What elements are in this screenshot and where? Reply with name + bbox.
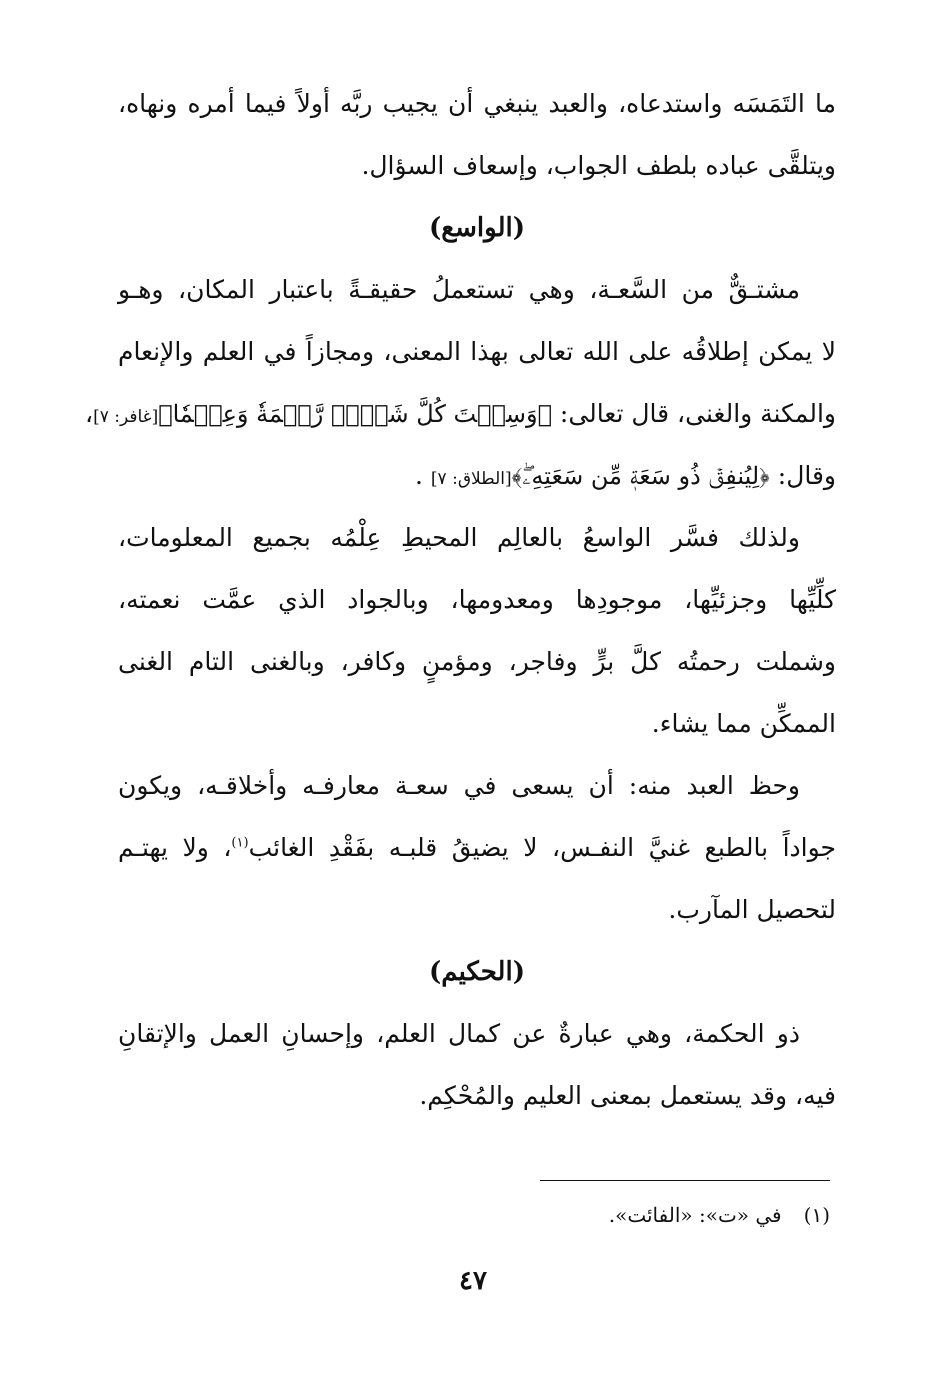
line-text: والمكنة والغنى، قال تعالى: — [559, 399, 836, 428]
quran-reference: [الطلاق: ٧] — [430, 469, 512, 489]
line-text: ، ولا يهتـم — [118, 833, 232, 862]
body-line: لا يمكن إطلاقُه على الله تعالى بهذا المعنى، ومجازاً في العلم والإنعام — [118, 337, 836, 366]
line-text: جواداً بالطبع غنيَّ النفـس، لا يضيقُ قلبـه بفَقْدِ الغائب — [248, 833, 836, 862]
body-line: ذو الحكمة، وهي عبارةٌ عن كمال العلم، وإحسانِ العمل والإتقانِ — [118, 1019, 800, 1048]
body-line: ويتلقَّى عباده بلطف الجواب، وإسعاف السؤال. — [361, 151, 836, 180]
body-line: ولذلك فسَّر الواسعُ بالعالِم المحيطِ عِلْمُه بجميع المعلومات، — [118, 523, 800, 552]
quran-close-bracket: ﴾ — [158, 400, 173, 428]
footnote-reference-mark[interactable]: (١) — [231, 835, 249, 851]
section-heading-hakim: (الحكيم) — [428, 957, 526, 987]
body-line: فيه، وقد يستعمل بمعنى العليم والمُحْكِم. — [419, 1081, 836, 1110]
body-line: كلِّيِّها وجزئيِّها، موجودِها ومعدومها، وبالجواد الذي عمَّت نعمته، — [118, 585, 836, 614]
line-punctuation: ، — [85, 399, 94, 428]
footnote-text: في «ت»: «الفائت». — [608, 1203, 782, 1227]
body-line-with-footnote-mark — [118, 832, 836, 864]
quran-open-bracket: ﴿ — [759, 462, 770, 490]
body-line-with-quran-quote — [118, 460, 836, 492]
body-line: مشتـقٌّ من السَّعـة، وهي تستعملُ حقيقـةً باعتبار المكان، وهـو — [118, 275, 800, 304]
page-number: ٤٧ — [459, 1266, 487, 1296]
body-line: وشملت رحمتُه كلَّ برٍّ وفاجر، ومؤمنٍ وكافر، وبالغنى التام الغنى — [118, 647, 836, 676]
body-line: الممكِّن مما يشاء. — [651, 709, 836, 738]
footnote-number: (١) — [803, 1203, 830, 1227]
quran-quote: وَسِعۡتَ كُلَّ شَيۡءٖ رَّحۡمَةٗ وَعِلۡمٗا — [172, 400, 538, 428]
quran-quote: لِيُنفِقۡ ذُو سَعَةٖ مِّن سَعَتِهِۦۖ — [522, 462, 760, 490]
page-body — [85, 88, 836, 1142]
footnote-divider — [540, 1180, 830, 1181]
body-line: ما التَمَسَه واستدعاه، والعبد ينبغي أن يجيب ربَّه أولاً فيما أمره ونهاه، — [118, 89, 836, 118]
quran-reference: [غافر: ٧] — [93, 407, 159, 427]
line-text: وقال: — [777, 461, 836, 490]
section-heading-wasi: (الواسع) — [428, 213, 526, 243]
body-line: وحظ العبد منه: أن يسعى في سعـة معارفـه وأخلاقـه، ويكون — [118, 771, 800, 800]
quran-open-bracket: ﴿ — [537, 400, 552, 428]
footnote — [609, 1200, 830, 1230]
body-line: لتحصيل المآرب. — [668, 895, 836, 924]
quran-close-bracket: ﴾ — [511, 462, 523, 490]
line-punctuation: . — [415, 461, 423, 490]
body-line-with-quran-quote — [85, 398, 836, 430]
